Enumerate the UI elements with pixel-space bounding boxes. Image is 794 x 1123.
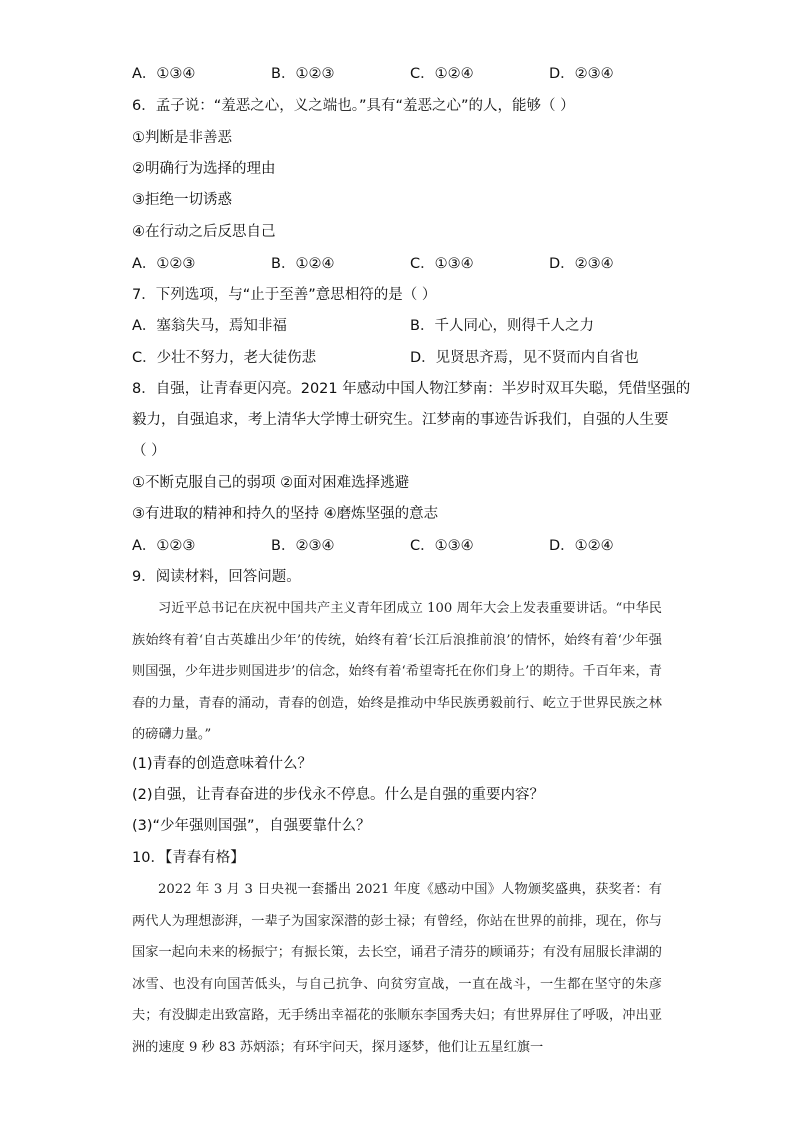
q10-passage-text: 2022 年 3 月 3 日央视一套播出 2021 年度《感动中国》人物颁奖盛典，获奖者：有两代人为理想澎湃，一辈子为国家深潜的彭士禄；有曾经，你站在世界的前排，现在，你与国家一起向未来的杨振宁；有振长策，去长空，诵君子清芬的顾诵芬；有没有屈服长津湖的冰雪、也没有向国苦低头，与自己抗争、向贫穷宣战，一直在战斗，一生都在坚守的朱彦夫；有没脚走出致富路，无手绣出幸福花的张顺东李国秀夫妇；有世界屏住了呼吸，冲出亚洲的速度 9 秒 83 苏炳添；有环宇问天，探月逐梦，他们让五星红旗一	[132, 882, 662, 1055]
q7-options-row2	[132, 348, 692, 368]
q7-option-b[interactable]: B．千人同心，则得千人之力	[410, 318, 594, 334]
q10-stem: 10．【青春有格】	[132, 850, 245, 866]
q6-stem: 6．孟子说：“羞恶之心，义之端也。”具有“羞恶之心”的人，能够（ ）	[132, 98, 575, 114]
q9-passage	[132, 593, 662, 751]
q7-option-d[interactable]: D．见贤思齐焉，见不贤而内自省也	[410, 350, 639, 366]
q9-question-1: (1)青春的创造意味着什么？	[132, 756, 313, 772]
q8-stem-line-1: 8．自强，让青春更闪亮。2021 年感动中国人物江梦南：半岁时双耳失聪，凭借坚强的	[132, 381, 691, 397]
q8-options	[132, 536, 692, 556]
q8-stem-line-2: 毅力，自强追求，考上清华大学博士研究生。江梦南的事迹告诉我们，自强的人生要	[132, 412, 669, 428]
q5-option-b[interactable]: B．①②③	[271, 66, 335, 82]
q8-items-row-1: ①不断克服自己的弱项 ②面对困难选择逃避	[132, 475, 410, 491]
q6-options	[132, 254, 692, 274]
q6-option-d[interactable]: D．②③④	[549, 256, 614, 272]
q6-item-3: ③拒绝一切诱惑	[132, 192, 232, 208]
q5-option-a[interactable]: A．①③④	[132, 66, 196, 82]
q6-item-4: ④在行动之后反思自己	[132, 224, 276, 240]
q9-question-2: (2)自强，让青春奋进的步伐永不停息。什么是自强的重要内容？	[132, 787, 545, 803]
q6-item-1: ①判断是非善恶	[132, 130, 232, 146]
q8-option-b[interactable]: B．②③④	[271, 538, 335, 554]
q8-option-a[interactable]: A．①②③	[132, 538, 196, 554]
q8-option-d[interactable]: D．①②④	[549, 538, 614, 554]
q6-item-2: ②明确行为选择的理由	[132, 161, 276, 177]
q5-option-c[interactable]: C．①②④	[410, 66, 474, 82]
q7-options-row1	[132, 316, 692, 336]
q7-stem: 7．下列选项，与“止于至善”意思相符的是（ ）	[132, 287, 437, 303]
q7-option-c[interactable]: C．少壮不努力，老大徒伤悲	[132, 350, 317, 366]
q9-stem: 9．阅读材料，回答问题。	[132, 569, 301, 585]
q8-items-row-2: ③有进取的精神和持久的坚持 ④磨炼坚强的意志	[132, 506, 439, 522]
q5-options	[132, 64, 692, 84]
q7-option-a[interactable]: A．塞翁失马，焉知非福	[132, 318, 287, 334]
q9-passage-text: 习近平总书记在庆祝中国共产主义青年团成立 100 周年大会上发表重要讲话。“中华民族始终有着‘自古英雄出少年’的传统，始终有着‘长江后浪推前浪’的情怀，始终有着‘少年强则国强，少年进步则国进步’的信念，始终有着‘希望寄托在你们身上’的期待。千百年来，青春的力量，青春的涌动，青春的创造，始终是推动中华民族勇毅前行、屹立于世界民族之林的磅礴力量。”	[132, 601, 662, 742]
q8-stem-line-3: （ ）	[132, 443, 166, 459]
q6-option-a[interactable]: A．①②③	[132, 256, 196, 272]
q9-question-3: (3)“少年强则国强”，自强要靠什么？	[132, 818, 371, 834]
q10-passage	[132, 874, 662, 1064]
q6-option-b[interactable]: B．①②④	[271, 256, 335, 272]
q5-option-d[interactable]: D．②③④	[549, 66, 614, 82]
q8-option-c[interactable]: C．①③④	[410, 538, 474, 554]
q6-option-c[interactable]: C．①③④	[410, 256, 474, 272]
